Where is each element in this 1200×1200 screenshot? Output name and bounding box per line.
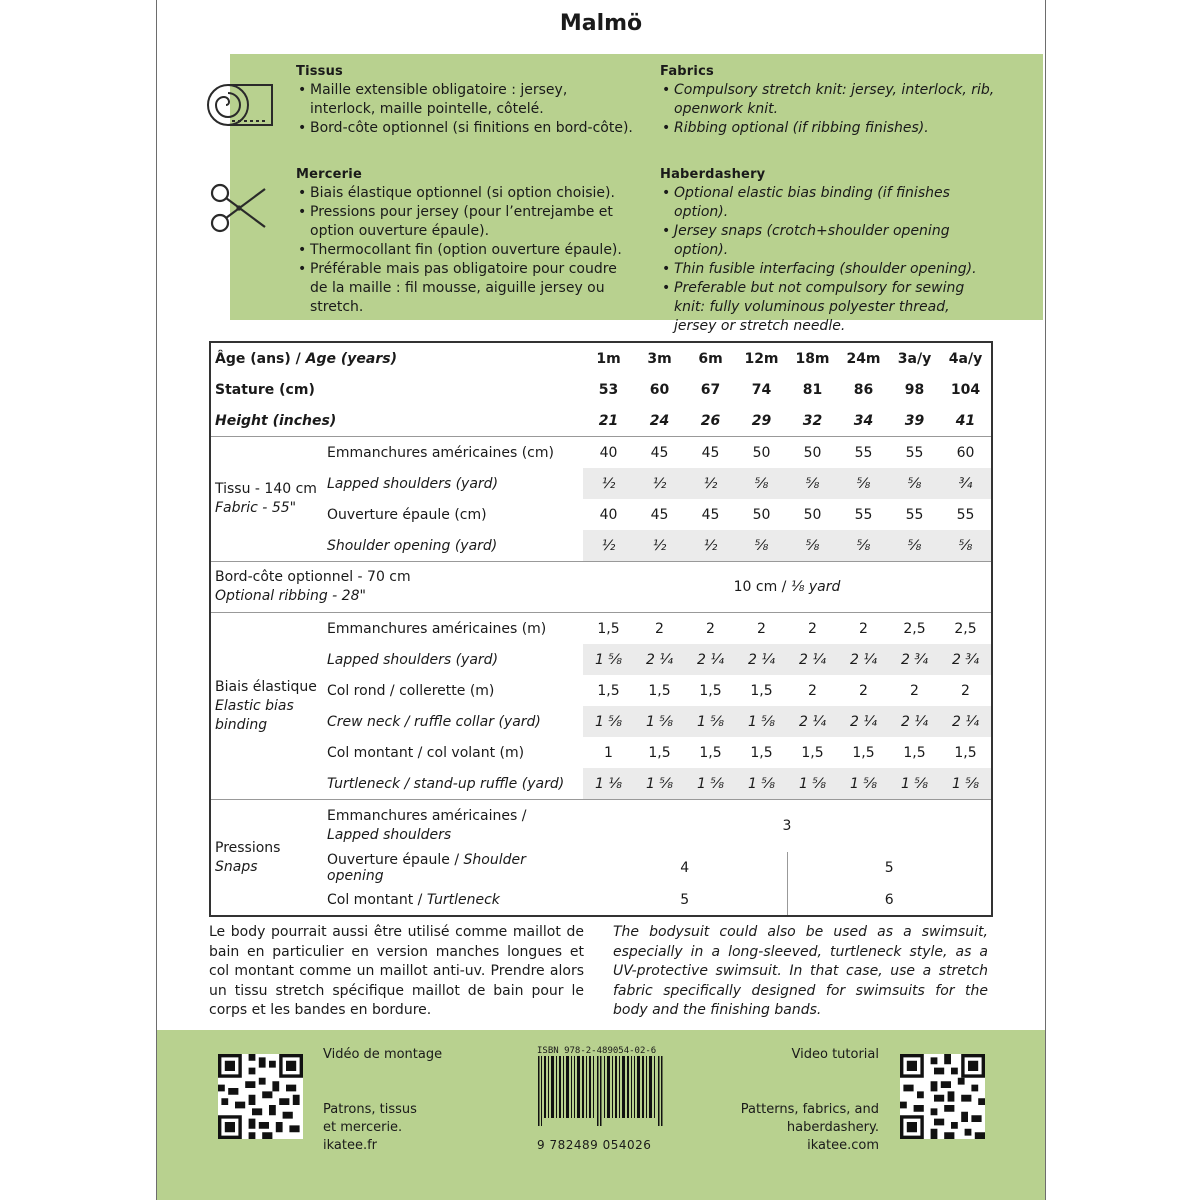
value-cell: 1,5 [903, 744, 926, 761]
stature-cell: 67 [700, 381, 721, 398]
stature-label: Stature (cm) [215, 381, 315, 398]
row-label: Lapped shoulders (yard) [327, 651, 499, 668]
list-item: • Jersey snaps (crotch+shoulder opening option). [660, 222, 996, 260]
value-cell: ⅝ [838, 530, 889, 562]
age-cell: 12m [744, 350, 779, 367]
age-cell: 3m [647, 350, 672, 367]
ribbing-row [210, 562, 992, 613]
list-item: • Compulsory stretch knit: jersey, interlock, rib, openwork knit. [660, 81, 996, 119]
value-cell: ½ [685, 468, 736, 499]
value-cell: 6 [884, 891, 894, 908]
value-cell: ⅝ [940, 530, 992, 562]
row-label: Ouverture épaule (cm) [327, 506, 487, 523]
list-item: • Maille extensible obligatoire : jersey, interlock, maille pointelle, côtelé. [296, 81, 636, 119]
ribbing-label: Bord-côte optionnel - 70 cm Optional ribbing - 28" [210, 562, 583, 613]
value-cell: ½ [685, 530, 736, 562]
value-cell: 1,5 [750, 682, 773, 699]
value-cell: 2 ¼ [685, 644, 736, 675]
value-cell: ¾ [940, 468, 992, 499]
value-cell: 1 ⅝ [583, 644, 634, 675]
value-cell: 2 ¼ [787, 644, 838, 675]
row-label: Ouverture épaule / Shoulder opening [327, 852, 526, 884]
note-en: The bodysuit could also be used as a swimsuit, especially in a long-sleeved, turtleneck style, as a UV-protective swimsuit. In that case, use a stretch fabric specifically designed for swimsuits for the body and the finishing bands. [613, 924, 988, 1018]
value-cell: 2 [961, 682, 970, 699]
list-item: • Optional elastic bias binding (if finishes option). [660, 184, 996, 222]
value-cell: ½ [634, 530, 685, 562]
stature-cell: 86 [853, 381, 874, 398]
haberdashery-fr-heading: Mercerie [296, 167, 362, 182]
pattern-title: Malmö [559, 11, 643, 36]
value-cell: 1,5 [852, 744, 875, 761]
table-row [210, 852, 992, 884]
height-cell: 29 [751, 412, 772, 429]
value-cell: 2,5 [940, 613, 992, 645]
pattern-back-cover [156, 0, 1046, 1200]
age-cell: 3a/y [897, 350, 932, 367]
note-fr: Le body pourrait aussi être utilisé comme maillot de bain en particulier en version manches longues et col montant comme un maillot anti-uv. Prendre alors un tissu stretch spécifique maillot de bain pour le corps et les bandes en bordure. [209, 924, 584, 1018]
height-cell: 21 [598, 412, 619, 429]
value-cell: 1,5 [699, 682, 722, 699]
value-cell: 2 ¼ [634, 644, 685, 675]
value-cell: 1,5 [648, 744, 671, 761]
list-item: • Pressions pour jersey (pour l’entrejambe et option ouverture épaule). [296, 203, 636, 241]
snaps-group-label: Pressions Snaps [210, 800, 323, 917]
value-cell: 1 ⅝ [685, 706, 736, 737]
value-cell: 1 ⅝ [787, 768, 838, 800]
age-cell: 1m [596, 350, 621, 367]
list-item: • Preferable but not compulsory for sewing knit: fully voluminous polyester thread, jersey or stretch needle. [660, 279, 996, 336]
video-tutorial-en: Video tutorial [791, 1047, 879, 1062]
value-cell: 2 ¾ [889, 644, 940, 675]
list-item: • Ribbing optional (if ribbing finishes). [660, 119, 996, 138]
table-row [210, 800, 992, 853]
value-cell: 1 ⅝ [889, 768, 940, 800]
value-cell: 55 [838, 437, 889, 469]
value-cell: 1,5 [954, 744, 977, 761]
scissors-icon [209, 183, 269, 235]
table-row [210, 675, 992, 706]
stature-cell: 60 [649, 381, 670, 398]
value-cell: 1,5 [648, 682, 671, 699]
fabrics-en [660, 63, 996, 138]
qr-code-icon[interactable] [900, 1054, 985, 1139]
age-cell: 4a/y [948, 350, 983, 367]
value-cell: 2 [736, 613, 787, 645]
qr-code-icon[interactable] [218, 1054, 303, 1139]
row-label: Turtleneck / stand-up ruffle (yard) [327, 775, 565, 792]
barcode-icon [536, 1056, 666, 1126]
ribbing-value: 10 cm / ⅛ yard [583, 562, 992, 613]
value-cell: 1,5 [583, 613, 634, 645]
table-row [210, 706, 992, 737]
value-cell: 5 [583, 884, 787, 916]
age-label: Âge (ans) / Age (years) [215, 350, 397, 367]
value-cell: 2 [838, 613, 889, 645]
value-cell: 55 [889, 437, 940, 469]
value-cell: 60 [940, 437, 992, 469]
table-row [210, 437, 992, 469]
stature-cell: 53 [598, 381, 619, 398]
haberdashery-en [660, 166, 996, 336]
stature-cell: 98 [904, 381, 925, 398]
value-cell: 2 [808, 682, 817, 699]
value-cell: 1,5 [801, 744, 824, 761]
value-cell: 55 [956, 506, 975, 523]
value-cell: 3 [583, 800, 992, 853]
table-row [210, 644, 992, 675]
value-cell: 45 [634, 437, 685, 469]
size-chart-table [209, 341, 993, 917]
height-label: Height (inches) [215, 412, 337, 429]
value-cell: ½ [583, 468, 634, 499]
stature-cell: 81 [802, 381, 823, 398]
value-cell: 45 [650, 506, 669, 523]
value-cell: ⅝ [787, 530, 838, 562]
row-label: Emmanchures américaines (cm) [323, 437, 583, 469]
value-cell: 1 [604, 744, 613, 761]
value-cell: 2 ¼ [940, 706, 992, 737]
value-cell: 50 [803, 506, 822, 523]
value-cell: 1,5 [597, 682, 620, 699]
fabrics-fr [296, 63, 636, 138]
row-label: Emmanchures américaines / Lapped shoulders [323, 800, 583, 853]
shop-text-fr: Patrons, tissus et mercerie. [323, 1102, 417, 1135]
haberdashery-fr [296, 166, 636, 317]
value-cell: 2 [910, 682, 919, 699]
fabric-roll-icon [206, 77, 278, 129]
value-cell: 2 [859, 682, 868, 699]
height-cell: 41 [955, 412, 976, 429]
age-row [210, 342, 992, 374]
value-cell: 55 [854, 506, 873, 523]
value-cell: 40 [599, 506, 618, 523]
row-label: Emmanchures américaines (m) [323, 613, 583, 645]
row-label: Col rond / collerette (m) [327, 682, 495, 699]
value-cell: 1 ⅝ [736, 768, 787, 800]
table-row [210, 499, 992, 530]
stature-row [210, 374, 992, 405]
value-cell: 4 [583, 852, 787, 884]
table-row [210, 530, 992, 562]
value-cell: 1 ⅝ [634, 768, 685, 800]
value-cell: 50 [752, 506, 771, 523]
value-cell: ½ [634, 468, 685, 499]
website-en[interactable]: ikatee.com [807, 1138, 879, 1153]
value-cell: ⅝ [787, 468, 838, 499]
table-row [210, 737, 992, 768]
value-cell: ⅝ [838, 468, 889, 499]
row-label: Crew neck / ruffle collar (yard) [327, 713, 541, 730]
row-label: Shoulder opening (yard) [327, 537, 498, 554]
value-cell: 1 ⅛ [583, 768, 634, 800]
age-cell: 6m [698, 350, 723, 367]
fabrics-fr-heading: Tissus [296, 64, 343, 79]
barcode-number: 9 782489 054026 [537, 1138, 652, 1152]
table-row [210, 468, 992, 499]
value-cell: 1 ⅝ [685, 768, 736, 800]
shop-text-en: Patterns, fabrics, and haberdashery. [740, 1102, 879, 1135]
list-item: • Thermocollant fin (option ouverture épaule). [296, 241, 636, 260]
age-cell: 24m [846, 350, 881, 367]
value-cell: 1 ⅝ [634, 706, 685, 737]
value-cell: ⅝ [736, 468, 787, 499]
row-label: Col montant / Turtleneck [327, 891, 500, 908]
row-label: Lapped shoulders (yard) [327, 475, 499, 492]
value-cell: ⅝ [736, 530, 787, 562]
value-cell: 2,5 [889, 613, 940, 645]
value-cell: 2 ¼ [787, 706, 838, 737]
value-cell: 1 ⅝ [736, 706, 787, 737]
haberdashery-en-heading: Haberdashery [660, 167, 766, 182]
value-cell: 45 [701, 506, 720, 523]
value-cell: 2 [787, 613, 838, 645]
value-cell: 1 ⅝ [838, 768, 889, 800]
list-item: • Préférable mais pas obligatoire pour coudre de la maille : fil mousse, aiguille jersey ou stretch. [296, 260, 636, 317]
stature-cell: 104 [950, 381, 981, 398]
value-cell: 1 ⅝ [940, 768, 992, 800]
height-cell: 32 [802, 412, 823, 429]
value-cell: 2 ¼ [838, 644, 889, 675]
row-label: Col montant / col volant (m) [327, 744, 525, 761]
height-cell: 26 [700, 412, 721, 429]
value-cell: 2 ¼ [889, 706, 940, 737]
height-cell: 39 [904, 412, 925, 429]
value-cell: 50 [736, 437, 787, 469]
table-row [210, 884, 992, 916]
value-cell: 2 ¼ [838, 706, 889, 737]
age-cell: 18m [795, 350, 830, 367]
value-cell: 2 [685, 613, 736, 645]
video-tutorial-fr: Vidéo de montage [323, 1047, 443, 1062]
fabric-group-label: Tissu - 140 cm Fabric - 55" [210, 437, 323, 562]
height-cell: 34 [853, 412, 874, 429]
value-cell: 2 ¾ [940, 644, 992, 675]
value-cell: ⅝ [889, 468, 940, 499]
value-cell: 1,5 [699, 744, 722, 761]
table-row [210, 768, 992, 800]
value-cell: 50 [787, 437, 838, 469]
value-cell: ⅝ [889, 530, 940, 562]
value-cell: ½ [583, 530, 634, 562]
value-cell: 40 [583, 437, 634, 469]
stature-cell: 74 [751, 381, 772, 398]
website-fr[interactable]: ikatee.fr [323, 1138, 378, 1153]
value-cell: 2 [634, 613, 685, 645]
value-cell: 1,5 [750, 744, 773, 761]
height-row [210, 405, 992, 437]
table-row [210, 613, 992, 645]
fabrics-en-heading: Fabrics [660, 64, 714, 79]
list-item: • Biais élastique optionnel (si option choisie). [296, 184, 636, 203]
value-cell: 55 [905, 506, 924, 523]
height-cell: 24 [649, 412, 670, 429]
list-item: • Bord-côte optionnel (si finitions en bord-côte). [296, 119, 636, 138]
bias-group-label: Biais élastique Elastic bias binding [210, 613, 323, 800]
isbn-label: ISBN 978-2-489054-02-6 [537, 1046, 657, 1056]
value-cell: 5 [884, 860, 894, 876]
list-item: • Thin fusible interfacing (shoulder opening). [660, 260, 996, 279]
value-cell: 45 [685, 437, 736, 469]
value-cell: 2 ¼ [736, 644, 787, 675]
value-cell: 1 ⅝ [583, 706, 634, 737]
